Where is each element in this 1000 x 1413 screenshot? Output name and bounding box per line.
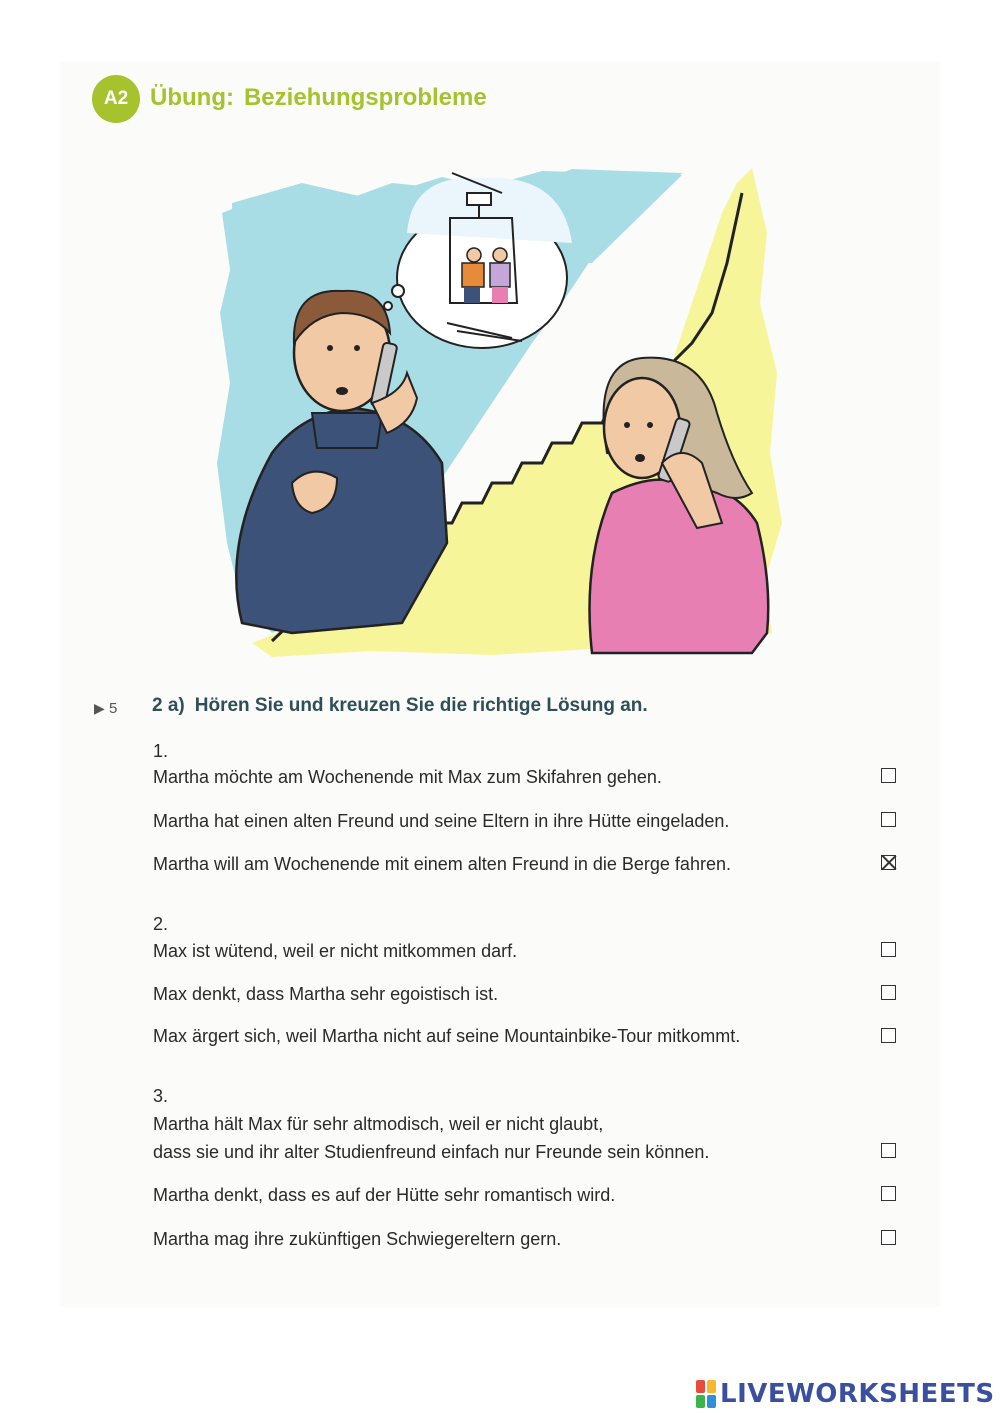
question-number: 3. [153, 1086, 169, 1106]
task-text: Hören Sie und kreuzen Sie die richtige Lösung an. [194, 695, 648, 716]
track-number: 5 [108, 700, 118, 717]
title-prefix: Übung: [150, 84, 234, 111]
answer-option: Martha mag ihre zukünftigen Schwiegereltern gern. [153, 1229, 562, 1249]
answer-option-line2: dass sie und ihr alter Studienfreund einfach nur Freunde sein können. [153, 1142, 710, 1162]
answer-option: Max denkt, dass Martha sehr egoistisch ist. [153, 984, 499, 1004]
question-number: 1. [153, 741, 169, 761]
answer-option: Max ärgert sich, weil Martha nicht auf seine Mountainbike-Tour mitkommt. [153, 1026, 741, 1046]
answer-checkbox[interactable] [881, 768, 896, 783]
answer-option: Martha hat einen alten Freund und seine Eltern in ihre Hütte eingeladen. [153, 811, 730, 831]
answer-checkbox[interactable] [881, 1230, 896, 1245]
task-instruction [152, 695, 648, 717]
answer-option-line1: Martha hält Max für sehr altmodisch, weil er nicht glaubt, [153, 1114, 604, 1134]
page-title [150, 84, 487, 112]
level-badge: A2 [92, 75, 140, 123]
answer-option: Martha will am Wochenende mit einem alten Freund in die Berge fahren. [153, 854, 731, 874]
play-icon[interactable]: ▶ [94, 700, 105, 716]
answer-checkbox[interactable] [881, 1186, 896, 1201]
answer-option: Max ist wütend, weil er nicht mitkommen darf. [153, 941, 518, 961]
answer-checkbox[interactable] [881, 1028, 896, 1043]
answer-checkbox[interactable] [881, 985, 896, 1000]
illustration-phone-call [212, 163, 788, 657]
answer-checkbox[interactable] [881, 942, 896, 957]
answer-option: Martha denkt, dass es auf der Hütte sehr romantisch wird. [153, 1185, 616, 1205]
answer-checkbox[interactable] [881, 1143, 896, 1158]
title-text: Beziehungsprobleme [243, 84, 487, 111]
liveworksheets-icon [696, 1380, 716, 1408]
answer-option: Martha möchte am Wochenende mit Max zum Skifahren gehen. [153, 767, 662, 787]
question-number: 2. [153, 914, 169, 934]
task-number: 2 a) [152, 695, 185, 716]
brand-name: LIVEWORKSHEETS [720, 1379, 995, 1409]
audio-track[interactable] [94, 700, 117, 717]
answer-checkbox-checked[interactable] [881, 855, 896, 870]
liveworksheets-logo[interactable] [696, 1377, 995, 1411]
answer-checkbox[interactable] [881, 812, 896, 827]
